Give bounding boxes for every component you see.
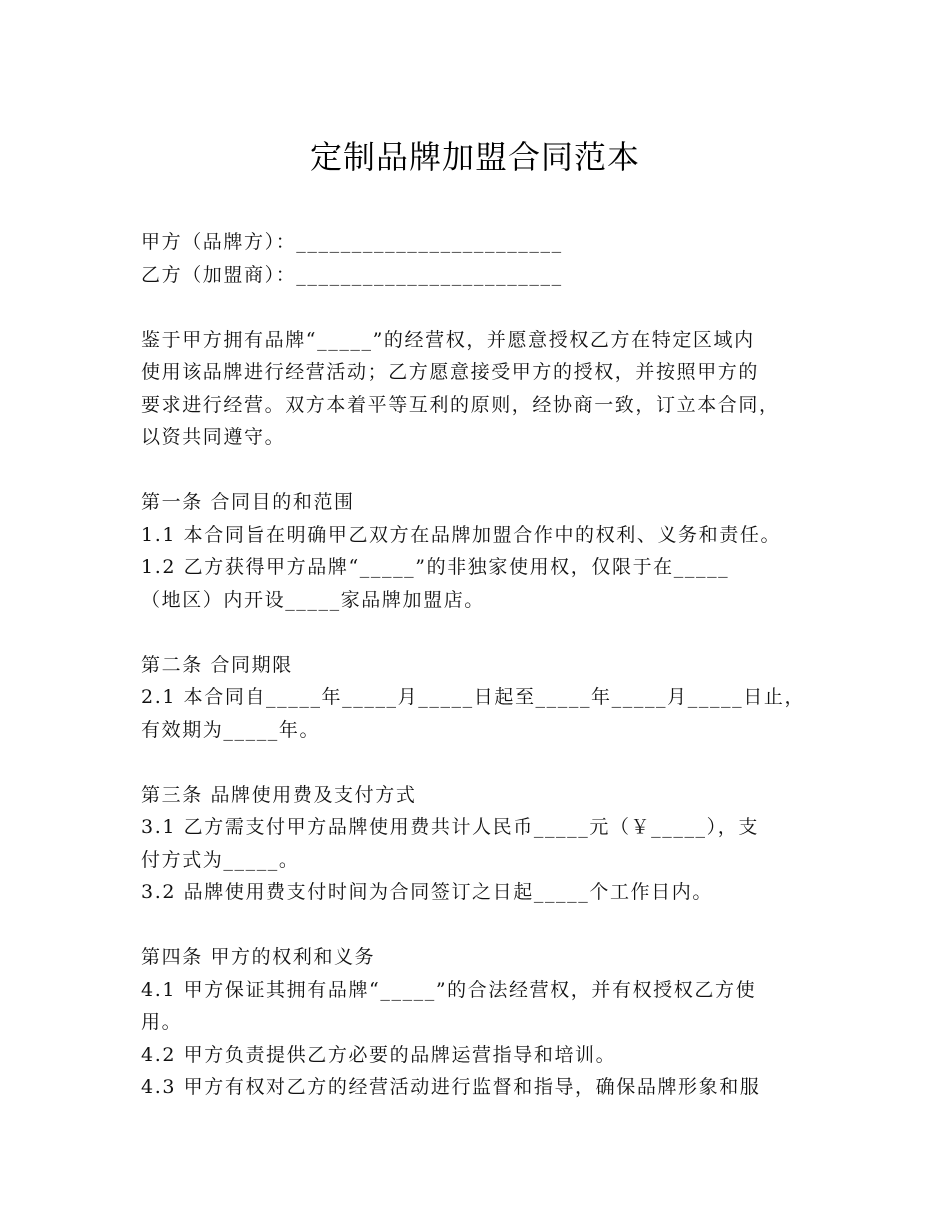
party-a-line: 甲方（品牌方）：________________________ [141, 231, 563, 253]
spacer [141, 454, 841, 487]
preamble-line: 鉴于甲方拥有品牌“_____”的经营权，并愿意授权乙方在特定区域内 [141, 328, 755, 351]
article-2-line: 2.1 本合同自_____年_____月_____日起至_____年_____月_____日止， [141, 686, 806, 708]
spacer [141, 909, 841, 942]
spacer [141, 291, 841, 324]
document-title: 定制品牌加盟合同范本 [309, 138, 640, 176]
article-1-heading: 第一条 合同目的和范围 [141, 491, 355, 513]
article-3-line: 3.2 品牌使用费支付时间为合同签订之日起_____个工作日内。 [141, 881, 713, 903]
document-body [141, 226, 841, 1104]
article-1-line: 1.1 本合同旨在明确甲乙双方在品牌加盟合作中的权利、义务和责任。 [141, 523, 782, 546]
article-2-heading: 第二条 合同期限 [141, 653, 293, 676]
article-4-line: 4.1 甲方保证其拥有品牌“_____”的合法经营权，并有权授权乙方使 [141, 978, 757, 1001]
spacer [141, 616, 841, 649]
article-4-line: 用。 [141, 1011, 183, 1033]
party-b-line: 乙方（加盟商）：________________________ [141, 263, 563, 286]
article-1-line: 1.2 乙方获得甲方品牌“_____”的非独家使用权，仅限于在_____ [141, 556, 730, 578]
article-3-heading: 第三条 品牌使用费及支付方式 [141, 783, 417, 806]
preamble-line: 要求进行经营。双方本着平等互利的原则，经协商一致，订立本合同， [141, 393, 780, 416]
spacer [141, 746, 841, 779]
preamble-line: 以资共同遵守。 [141, 426, 286, 448]
article-3-line: 付方式为_____。 [141, 848, 300, 871]
article-2-line: 有效期为_____年。 [141, 718, 321, 741]
article-3-line: 3.1 乙方需支付甲方品牌使用费共计人民币_____元（￥_____），支 [141, 816, 759, 838]
preamble-line: 使用该品牌进行经营活动；乙方愿意接受甲方的授权，并按照甲方的 [141, 361, 760, 383]
article-1-line: （地区）内开设_____家品牌加盟店。 [141, 588, 485, 611]
article-4-line: 4.2 甲方负责提供乙方必要的品牌运营指导和培训。 [141, 1043, 617, 1066]
article-4-line: 4.3 甲方有权对乙方的经营活动进行监督和指导，确保品牌形象和服 [141, 1076, 761, 1098]
article-4-heading: 第四条 甲方的权利和义务 [141, 946, 376, 968]
